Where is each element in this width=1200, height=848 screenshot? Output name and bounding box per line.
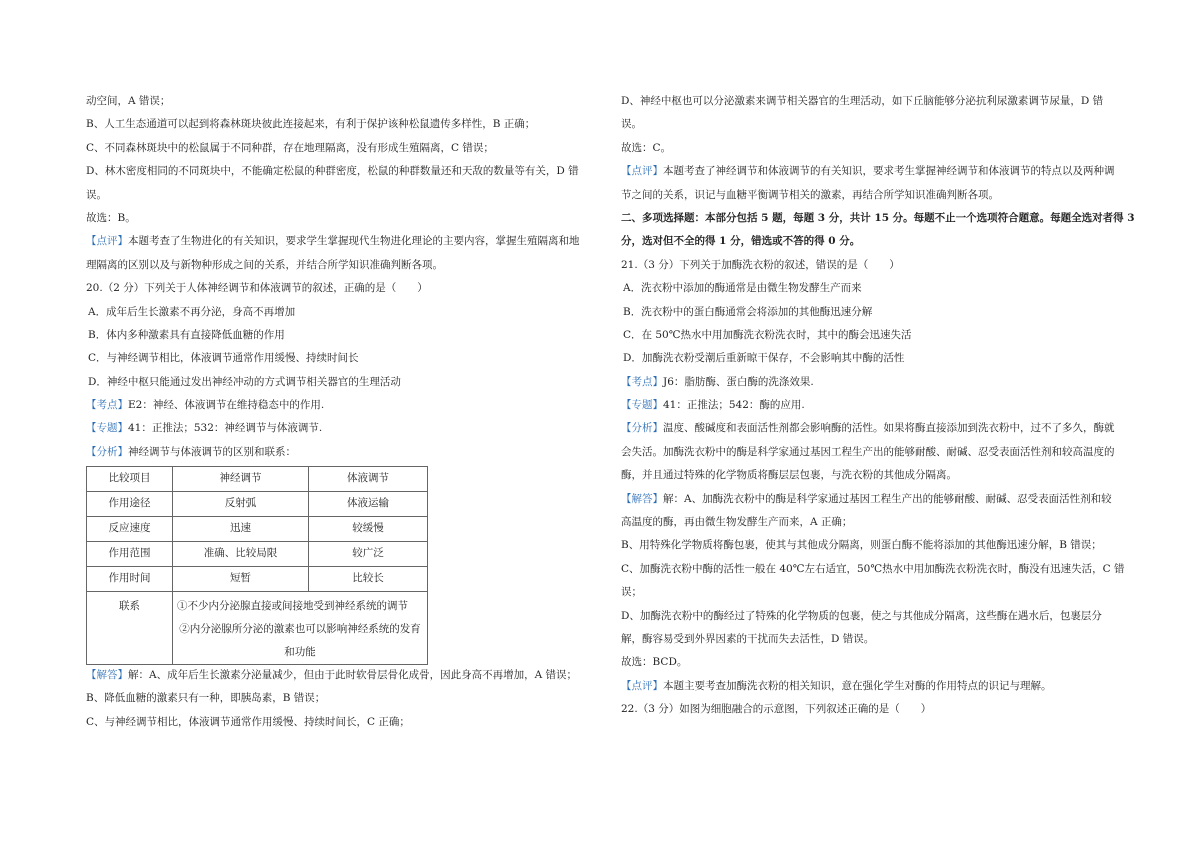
table-cell: 联系 <box>87 591 173 664</box>
fenxi-tag: 【分析】 <box>86 445 128 458</box>
text-line: 节之间的关系，识记与血糖平衡调节相关的激素，再结合所学知识准确判断各项。 <box>621 188 999 201</box>
option-d: D．加酶洗衣粉受潮后重新晾干保存，不会影响其中酶的活性 <box>623 352 905 365</box>
table-cell: 作用范围 <box>87 541 173 566</box>
fenxi-line <box>86 446 572 466</box>
text-line: D、林木密度相同的不同斑块中，不能确定松鼠的种群密度，松鼠的种群数量还和天敌的数量等有关，D 错 <box>86 165 579 178</box>
jieda-tag: 【解答】 <box>621 492 663 505</box>
text-line: C、不同森林斑块中的松鼠属于不同种群，存在地理隔离，没有形成生殖隔离，C 错误； <box>86 141 494 154</box>
text-line: C、加酶洗衣粉中酶的活性一般在 40℃左右适宜，50℃热水中用加酶洗衣粉洗衣时，酶没有迅速失活，C 错 <box>621 562 1125 575</box>
text-line: C、与神经调节相比，体液调节通常作用缓慢、持续时间长，C 正确； <box>86 715 410 728</box>
kaodian-text: J6：脂肪酶、蛋白酶的洗涤效果. <box>663 375 814 388</box>
zhuanti-line <box>86 422 572 445</box>
table-cell: 作用时间 <box>87 566 173 591</box>
comment-line <box>621 165 1115 188</box>
comment-text: 本题考查了生物进化的有关知识，要求学生掌握现代生物进化理论的主要内容，掌握生殖隔离和地 <box>128 235 580 248</box>
table-cell: 反应速度 <box>87 516 173 541</box>
zhuanti-tag: 【专题】 <box>621 399 663 412</box>
question-21: 21.（3 分）下列关于加酶洗衣粉的叙述，错误的是（ ） <box>621 258 900 271</box>
option-c: C．在 50℃热水中用加酶洗衣粉洗衣时，其中的酶会迅速失活 <box>623 328 912 341</box>
left-column <box>86 95 580 739</box>
section-heading: 二、多项选择题：本部分包括 5 题，每题 3 分，共计 15 分。每题不止一个选项符合题意。每题全选对者得 3 <box>621 211 1135 224</box>
comparison-table <box>86 466 428 665</box>
jieda-text: 解：A、成年后生长激素分泌量减少，但由于此时软骨层骨化成骨，因此身高不再增加，A 错误； <box>128 668 578 681</box>
text-line: 故选：C。 <box>621 141 672 154</box>
relation-item: ②内分泌腺所分泌的激素也可以影响神经系统的发育和功能 <box>179 622 421 658</box>
table-row-relation <box>87 591 428 664</box>
text-line: D、加酶洗衣粉中的酶经过了特殊的化学物质的包裹，使之与其他成分隔离，这些酶在遇水后，包裹层分 <box>621 609 1102 622</box>
kaodian-line <box>86 399 572 422</box>
option-b: B．体内多种激素具有直接降低血糖的作用 <box>88 328 285 341</box>
comment-tag: 【点评】 <box>86 235 128 248</box>
table-cell: 迅速 <box>173 516 309 541</box>
comment-line <box>86 235 580 258</box>
kaodian-line <box>621 376 1111 399</box>
comment-text: 本题考查了神经调节和体液调节的有关知识，要求考生掌握神经调节和体液调节的特点以及两种调 <box>663 165 1115 178</box>
table-header-row <box>87 466 428 491</box>
table-cell: 较缓慢 <box>309 516 428 541</box>
section-heading: 分，选对但不全的得 1 分，错选或不答的得 0 分。 <box>621 235 861 248</box>
jieda-text: 解：A、加酶洗衣粉中的酶是科学家通过基因工程生产出的能够耐酸、耐碱、忍受表面活性剂和较 <box>663 492 1112 505</box>
text-line: 故选：B。 <box>86 211 136 224</box>
comment-text: 本题主要考查加酶洗衣粉的相关知识，意在强化学生对酶的作用特点的识记与理解。 <box>663 679 1052 692</box>
text-line: 误； <box>621 586 642 599</box>
answer-line: 故选：BCD。 <box>621 656 688 669</box>
text-line: 解，酶容易受到外界因素的干扰而失去活性，D 错误。 <box>621 632 875 645</box>
text-line: 会失活。加酶洗衣粉中的酶是科学家通过基因工程生产出的能够耐酸、耐碱、忍受表面活性剂和较高温度的 <box>621 445 1115 458</box>
comment-tag: 【点评】 <box>621 679 663 692</box>
comment-line <box>621 680 1111 703</box>
right-column <box>621 95 1135 727</box>
text-line: 误。 <box>86 188 107 201</box>
fenxi-text: 神经调节与体液调节的区别和联系： <box>128 445 296 458</box>
table-row <box>87 541 428 566</box>
kaodian-tag: 【考点】 <box>86 399 128 412</box>
comment-tag: 【点评】 <box>621 165 663 178</box>
zhuanti-tag: 【专题】 <box>86 422 128 435</box>
option-a: A．成年后生长激素不再分泌，身高不再增加 <box>88 305 296 318</box>
jieda-line <box>86 668 578 692</box>
table-header-cell: 比较项目 <box>87 466 173 491</box>
table-cell: 比较长 <box>309 566 428 591</box>
fenxi-text: 温度、酸碱度和表面活性剂都会影响酶的活性。如果将酶直接添加到洗衣粉中，过不了多久，酶就 <box>663 422 1115 435</box>
jieda-tag: 【解答】 <box>86 668 128 681</box>
option-d: D．神经中枢只能通过发出神经冲动的方式调节相关器官的生理活动 <box>88 375 401 388</box>
table-row <box>87 491 428 516</box>
text-line: 高温度的酶，再由微生物发酵生产而来，A 正确； <box>621 516 853 529</box>
kaodian-text: E2：神经、体液调节在维持稳态中的作用. <box>128 399 325 412</box>
relation-item: ①不少内分泌腺直接或间接地受到神经系统的调节 <box>177 599 408 612</box>
text-line: B、人工生态通道可以起到将森林斑块彼此连接起来，有利于保护该种松鼠遗传多样性，B 正确； <box>86 118 536 131</box>
table-row <box>87 516 428 541</box>
table-cell: 准确、比较局限 <box>173 541 309 566</box>
table-cell: 体液运输 <box>309 491 428 516</box>
text-line: 酶，并且通过特殊的化学物质将酶层层包裹，与洗衣粉的其他成分隔离。 <box>621 469 957 482</box>
table-cell-relation <box>173 591 428 664</box>
question-22: 22.（3 分）如图为细胞融合的示意图，下列叙述正确的是（ ） <box>621 703 932 716</box>
zhuanti-line <box>621 399 1111 422</box>
fenxi-line <box>621 422 1115 445</box>
text-line: 误。 <box>621 118 642 131</box>
table-header-cell: 神经调节 <box>173 466 309 491</box>
zhuanti-text: 41：正推法；532：神经调节与体液调节. <box>128 422 323 435</box>
table-row <box>87 566 428 591</box>
text-line: B、用特殊化学物质将酶包裹，使其与其他成分隔离，则蛋白酶不能将添加的其他酶迅速分解，B 错误； <box>621 539 1102 552</box>
table-header-cell: 体液调节 <box>309 466 428 491</box>
text-line: 动空间，A 错误； <box>86 95 171 107</box>
text-line: B、降低血糖的激素只有一种，即胰岛素，B 错误； <box>86 692 326 705</box>
table-cell: 较广泛 <box>309 541 428 566</box>
table-cell: 反射弧 <box>173 491 309 516</box>
option-c: C．与神经调节相比，体液调节通常作用缓慢、持续时间长 <box>88 352 359 365</box>
text-line: D、神经中枢也可以分泌激素来调节相关器官的生理活动，如下丘脑能够分泌抗利尿激素调节尿量，D 错 <box>621 95 1104 107</box>
text-line: 理隔离的区别以及与新物种形成之间的关系，并结合所学知识准确判断各项。 <box>86 258 443 271</box>
option-a: A．洗衣粉中添加的酶通常是由微生物发酵生产而来 <box>623 282 862 295</box>
fenxi-tag: 【分析】 <box>621 422 663 435</box>
zhuanti-text: 41：正推法；542：酶的应用. <box>663 399 805 412</box>
option-b: B．洗衣粉中的蛋白酶通常会将添加的其他酶迅速分解 <box>623 305 873 318</box>
table-cell: 短暂 <box>173 566 309 591</box>
table-cell: 作用途径 <box>87 491 173 516</box>
question-20: 20.（2 分）下列关于人体神经调节和体液调节的叙述，正确的是（ ） <box>86 282 428 295</box>
jieda-line <box>621 493 1111 516</box>
kaodian-tag: 【考点】 <box>621 375 663 388</box>
